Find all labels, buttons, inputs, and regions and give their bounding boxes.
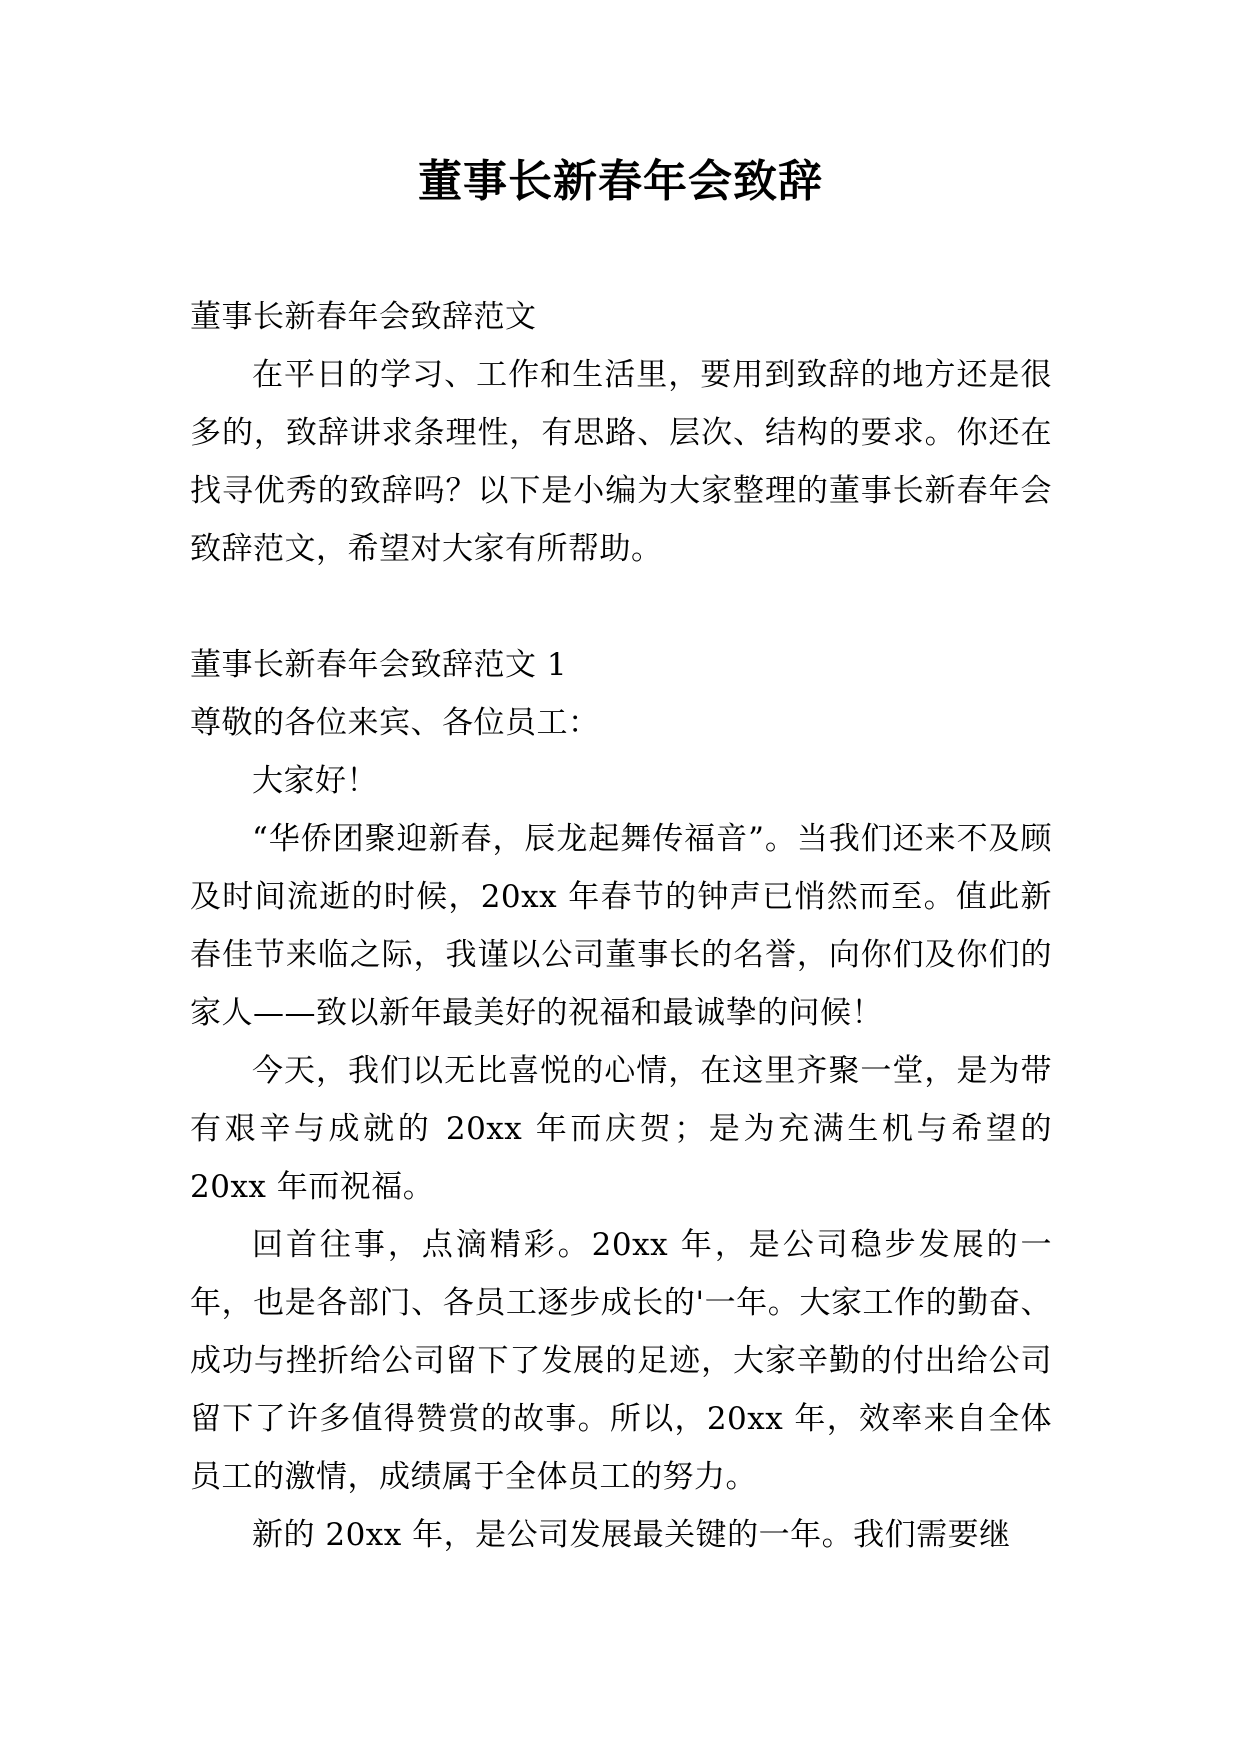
- document-body: [190, 288, 1052, 1564]
- section-heading: 董事长新春年会致辞范文 1: [190, 647, 568, 683]
- body-paragraph: 今天，我们以无比喜悦的心情，在这里齐聚一堂，是为带有艰辛与成就的 20xx 年而庆贺；是为充满生机与希望的 20xx 年而祝福。: [190, 1053, 1052, 1205]
- greeting: 大家好！: [252, 763, 378, 799]
- intro-paragraph: 在平日的学习、工作和生活里，要用到致辞的地方还是很多的，致辞讲求条理性，有思路、层次、结构的要求。你还在找寻优秀的致辞吗？以下是小编为大家整理的董事长新春年会致辞范文，希望对大家有所帮助。: [190, 357, 1052, 567]
- document-title: 董事长新春年会致辞: [418, 156, 823, 207]
- body-paragraph: 新的 20xx 年，是公司发展最关键的一年。我们需要继: [252, 1517, 1011, 1553]
- section-spacer: [190, 578, 1052, 636]
- body-paragraph: 回首往事，点滴精彩。20xx 年，是公司稳步发展的一年，也是各部门、各员工逐步成长的'一年。大家工作的勤奋、成功与挫折给公司留下了发展的足迹，大家辛勤的付出给公司留下了许多值得赞赏的故事。所以，20xx 年，效率来自全体员工的激情，成绩属于全体员工的努力。: [190, 1227, 1052, 1495]
- salutation: 尊敬的各位来宾、各位员工：: [190, 705, 600, 741]
- body-paragraph: “华侨团聚迎新春，辰龙起舞传福音”。当我们还来不及顾及时间流逝的时候，20xx 年春节的钟声已悄然而至。值此新春佳节来临之际，我谨以公司董事长的名誉，向你们及你们的家人——致以新年最美好的祝福和最诚挚的问候！: [190, 821, 1052, 1031]
- intro-heading: 董事长新春年会致辞范文: [190, 299, 537, 335]
